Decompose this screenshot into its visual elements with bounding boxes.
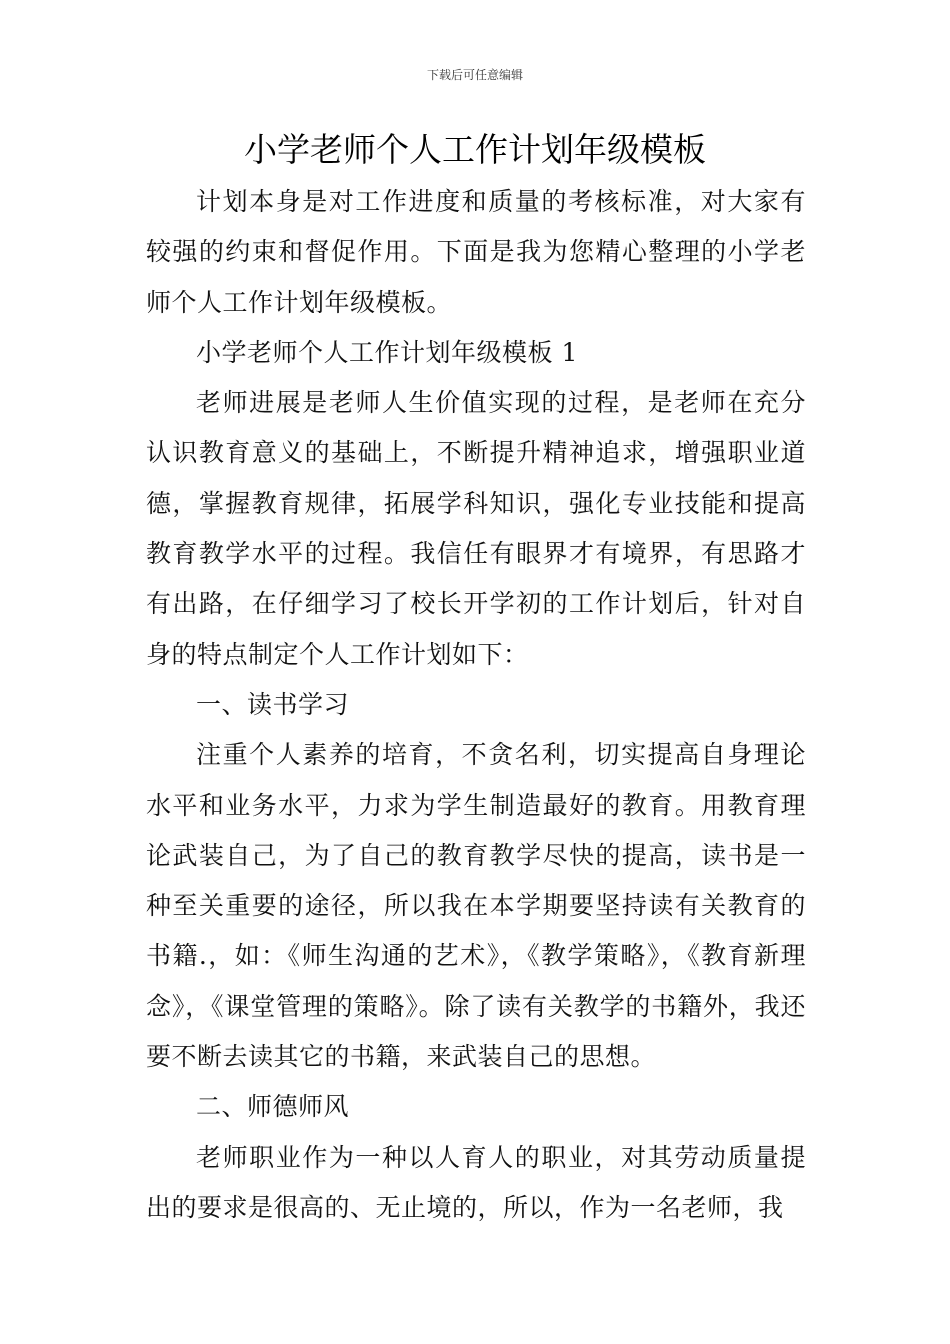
section-heading-reading: 一、读书学习 [196, 689, 350, 719]
paragraph-ethics: 老师职业作为一种以人育人的职业，对其劳动质量提出的要求是很高的、无止境的，所以，作为一名老师，我 [146, 1142, 806, 1222]
page-header-note: 下载后可任意编辑 [426, 68, 523, 82]
paragraph-reading: 注重个人素养的培育，不贪名利，切实提高自身理论水平和业务水平，力求为学生制造最好的教育。用教育理论武装自己，为了自己的教育教学尽快的提高，读书是一种至关重要的途径，所以我在本学期要坚持读有关教育的书籍.，如：《师生沟通的艺术》，《教学策略》，《教育新理念》，《课堂管理的策略》。除了读有关教学的书籍外，我还要不断去读其它的书籍，来武装自己的思想。 [146, 740, 806, 1072]
intro-paragraph: 计划本身是对工作进度和质量的考核标准，对大家有较强的约束和督促作用。下面是我为您精心整理的小学老师个人工作计划年级模板。 [146, 187, 806, 317]
section-heading-ethics: 二、师德师风 [196, 1092, 350, 1122]
document-body [146, 177, 806, 1233]
section-heading-template-1: 小学老师个人工作计划年级模板 1 [196, 337, 578, 367]
paragraph-development: 老师进展是老师人生价值实现的过程，是老师在充分认识教育意义的基础上，不断提升精神追求，增强职业道德，掌握教育规律，拓展学科知识，强化专业技能和提高教育教学水平的过程。我信任有眼界才有境界，有思路才有出路，在仔细学习了校长开学初的工作计划后，针对自身的特点制定个人工作计划如下： [146, 388, 806, 669]
document-title: 小学老师个人工作计划年级模板 [244, 130, 706, 169]
